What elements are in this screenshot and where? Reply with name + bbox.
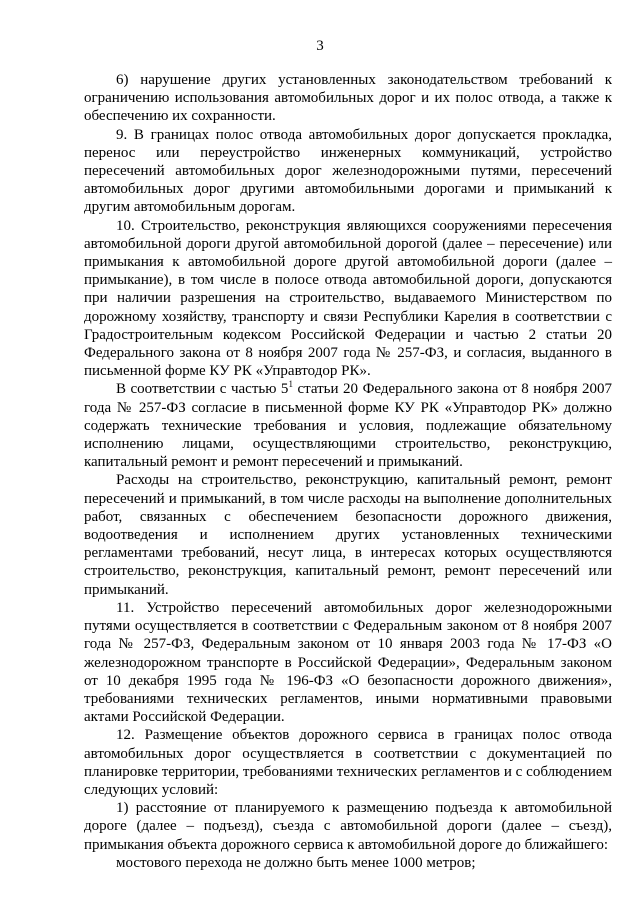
paragraph-clause-12-item-1: 1) расстояние от планируемого к размещению подъезда к автомобильной дороге (далее – подъезд), съезда с автомобильной дороги (далее – съезд), примыкания объекта дорожного сервиса к автомобильной дороге до ближайшего:: [84, 800, 612, 853]
document-body: [84, 71, 612, 872]
paragraph-clause-10: 10. Строительство, реконструкция являющихся сооружениями пересечения автомобильной дороги другой автомобильной дорогой (далее – пересечение) или примыкания к автомобильной дороге другой автомобильной дороги (далее – примыкание), в том числе в полосе отвода автомобильной дороги, допускаются при наличии разрешения на строительство, выдаваемого Министерством по дорожному хозяйству, транспорту и связи Республики Карелия в соответствии с Градостроительным кодексом Российской Федерации и частью 2 статьи 20 Федерального закона от 8 ноября 2007 года № 257-ФЗ, и согласия, выданного в письменной форме КУ РК «Управтодор РК».: [84, 217, 612, 380]
paragraph-clause-10-consent: [84, 380, 612, 471]
paragraph-clause-12: 12. Размещение объектов дорожного сервиса в границах полос отвода автомобильных дорог осуществляется в соответствии с документацией по планировке территории, требованиями технических регламентов и с соблюдением следующих условий:: [84, 727, 612, 798]
superscript-marker: 1: [288, 379, 293, 390]
paragraph-clause-10-expenses: Расходы на строительство, реконструкцию, капитальный ремонт, ремонт пересечений и примыканий, в том числе расходы на выполнение дополнительных работ, связанных с обеспечением безопасности дорожного движения, водоотведения и исполнением других установленных техническими регламентами требований, несут лица, в интересах которых осуществляются строительство, реконструкция, капитальный ремонт, ремонт пересечений или примыканий.: [84, 472, 612, 598]
paragraph-text-after: статьи 20 Федерального закона от 8 ноября 2007 года № 257-ФЗ согласие в письменной форме КУ РК «Управтодор РК» должно содержать технические требования и условия, подлежащие обязательному исполнению лицами, осуществляющими строительство, реконструкцию, капитальный ремонт и ремонт пересечений и примыканий.: [84, 381, 612, 471]
paragraph-clause-11: 11. Устройство пересечений автомобильных дорог железнодорожными путями осуществляется в соответствии с Федеральным законом от 8 ноября 2007 года № 257-ФЗ, Федеральным законом от 10 января 2003 года № 17-ФЗ «О железнодорожном транспорте в Российской Федерации», Федеральным законом от 10 декабря 1995 года № 196-ФЗ «О безопасности дорожного движения», требованиями технических регламентов, иными нормативными правовыми актами Российской Федерации.: [84, 599, 612, 726]
paragraph-clause-9: 9. В границах полос отвода автомобильных дорог допускается прокладка, перенос или переустройство инженерных коммуникаций, устройство пересечений автомобильных дорог железнодорожными путями, пересечений автомобильных дорог другими автомобильными дорогами и примыканий к другим автомобильным дорогам.: [84, 126, 612, 216]
paragraph-item-6: 6) нарушение других установленных законодательством требований к ограничению использования автомобильных дорог и их полос отвода, а также к обеспечению их сохранности.: [84, 72, 612, 125]
page-number: 3: [316, 38, 324, 54]
paragraph-text-before: В соответствии с частью 5: [116, 381, 289, 398]
paragraph-clause-12-item-1-bridge: мостового перехода не должно быть менее 1000 метров;: [116, 854, 476, 871]
